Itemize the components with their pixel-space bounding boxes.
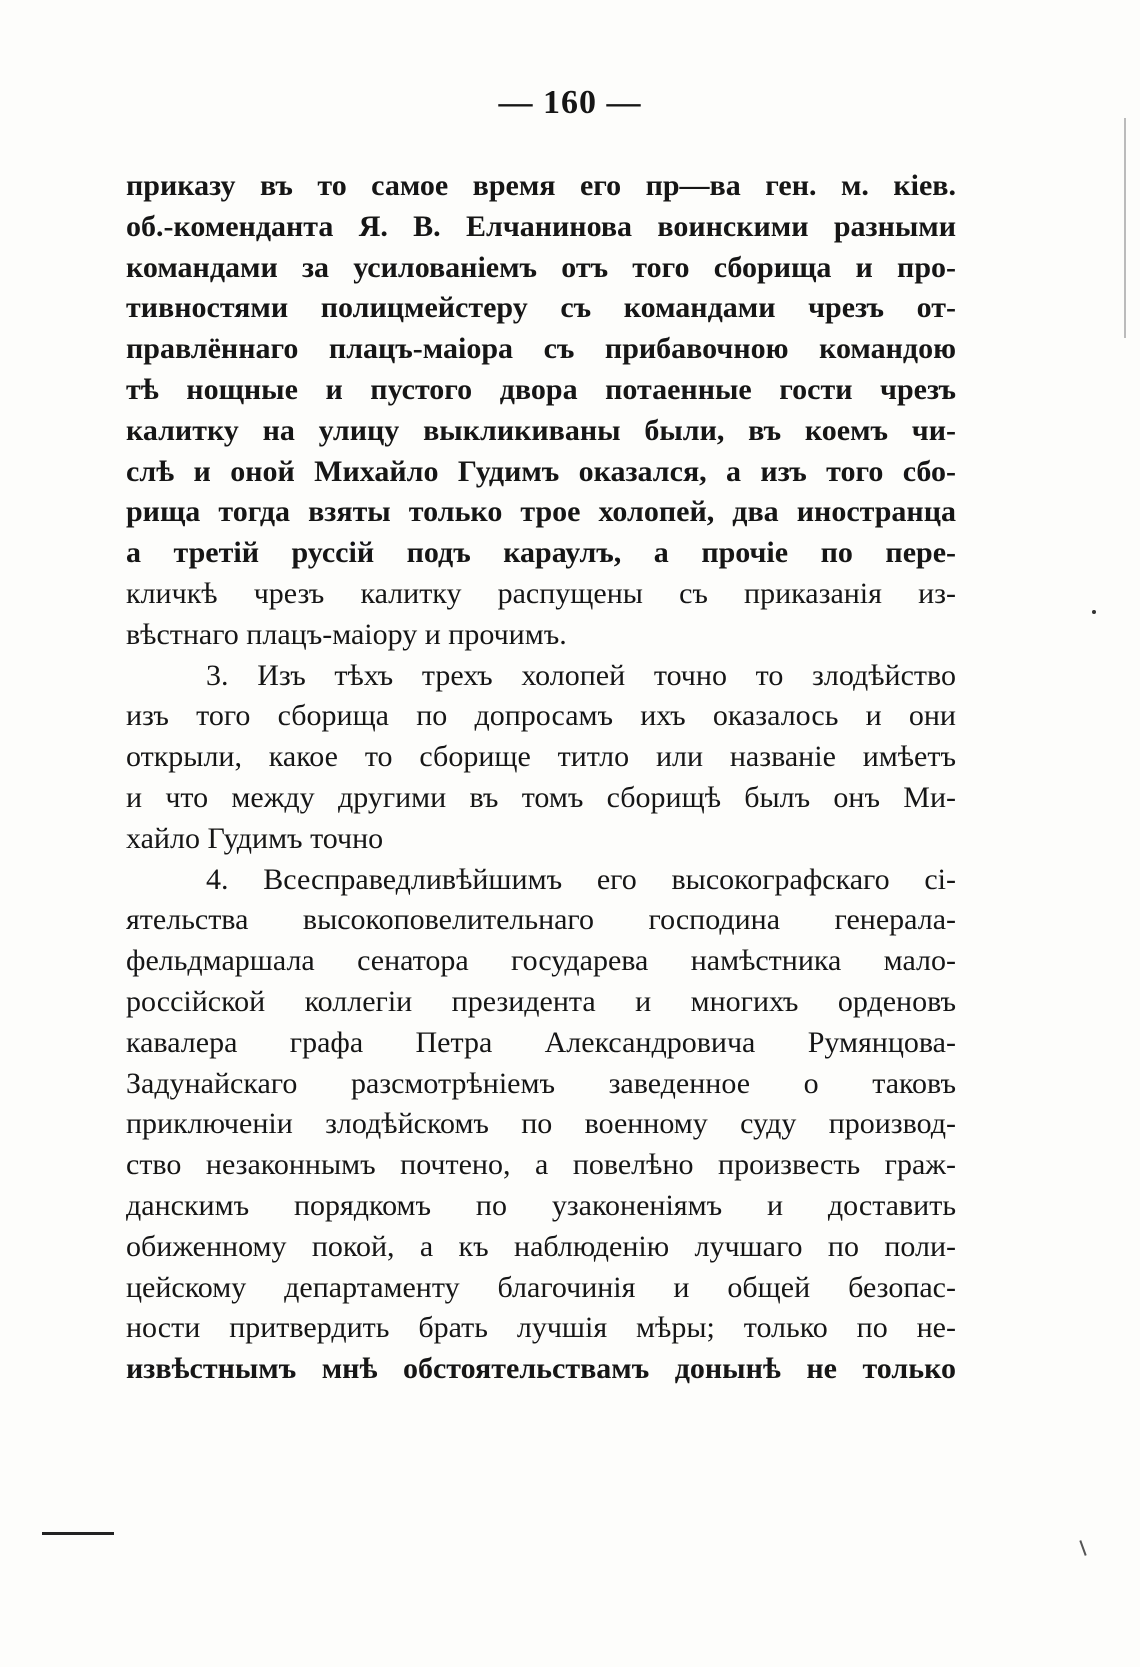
text-line: открыли, какое то сборище титло или названiе имѣетъ [126,740,956,774]
margin-tick [1079,1540,1086,1556]
text-line: изъ того сборища по допросамъ ихъ оказалось и они [126,699,956,733]
text-line: кавалера графа Петра Александровича Румянцова- [126,1025,956,1059]
margin-speck [1092,610,1096,614]
text-line: слѣ и оной Михайло Гудимъ оказался, а изъ того сбо- [126,454,956,488]
page-edge-shadow [1124,118,1126,338]
text-line: цейскому департаменту благочинiя и общей безопас- [126,1270,956,1304]
text-line: хайло Гудимъ точно [126,821,384,855]
page-number: — 160 — [498,84,642,121]
text-line: об.-коменданта Я. В. Елчанинова воинскими разными [126,209,956,243]
text-line: и что между другими въ томъ сборищѣ былъ онъ Ми- [126,780,956,814]
text-line: приказу въ то самое время его пр—ва ген. м. кiев. [126,169,956,202]
text-line: командами за усилованiемъ отъ того сборища и про- [126,250,956,284]
text-line: приключенiи злодѣйскомъ по военному суду производ- [126,1107,956,1141]
text-line: извѣстнымъ мнѣ обстоятельствамъ донынѣ не только [126,1352,956,1386]
text-line: ство незаконнымъ почтено, а повелѣно произвесть граж- [126,1148,956,1182]
text-line: Задунайскаго разсмотрѣнiемъ заведенное о таковъ [126,1066,956,1100]
text-line: тѣ нощные и пустого двора потаенные гости чрезъ [126,372,956,406]
text-line: фельдмаршала сенатора государева намѣстника мало- [126,944,956,978]
text-line: калитку на улицу выкликиваны были, въ коемъ чи- [126,413,956,447]
text-line: правлённаго плацъ-маiора съ прибавочною командою [126,332,956,366]
paragraph-4-start: 4. Всесправедливѣйшимъ его высокографскаго сi- [206,862,956,896]
text-line: рища тогда взяты только трое холопей, два иностранца [126,495,956,529]
text-line: тивностями полицмейстеру съ командами чрезъ от- [126,291,956,325]
body-text [126,166,956,1390]
text-line: россiйской коллегiи президента и многихъ орденовъ [126,984,956,1018]
text-line: обиженному покой, а къ наблюденiю лучшаго по поли- [126,1229,956,1263]
text-line: вѣстнаго плацъ-маiору и прочимъ. [126,617,567,651]
text-line: данскимъ порядкомъ по узаконенiямъ и доставить [126,1188,956,1222]
text-line: ности притвердить брать лучшiя мѣры; только по не- [126,1311,956,1345]
text-line: ятельства высокоповелительнаго господина генерала- [126,903,956,937]
paragraph-3-start: 3. Изъ тѣхъ трехъ холопей точно то злодѣйство [206,658,956,692]
text-line: кличкѣ чрезъ калитку распущены съ приказанiя из- [126,576,956,610]
margin-rule [42,1532,114,1535]
text-line: а третiй руссiй подъ караулъ, а прочiе по пере- [126,536,956,570]
